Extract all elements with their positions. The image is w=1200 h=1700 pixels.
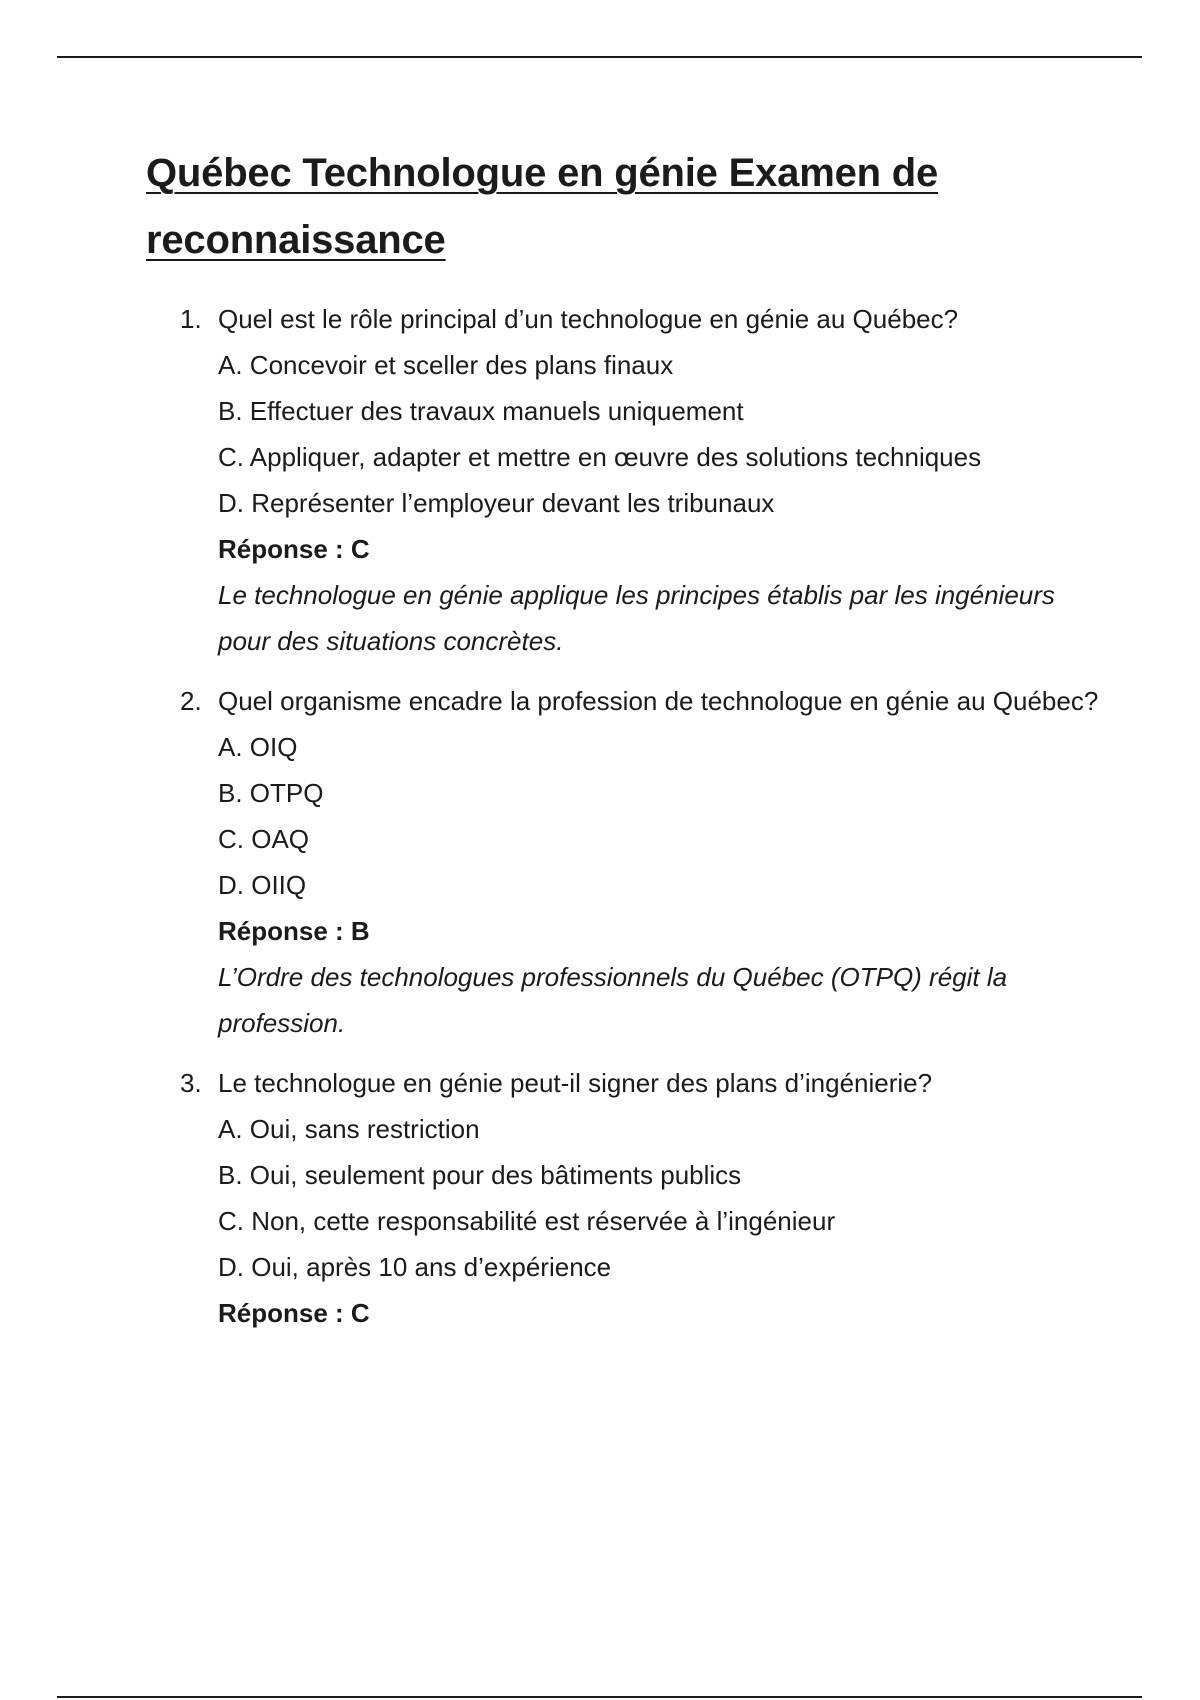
option-c: C. Non, cette responsabilité est réservée à l’ingénieur: [218, 1206, 836, 1236]
option-d: D. Oui, après 10 ans d’expérience: [218, 1252, 612, 1282]
question-list: [146, 296, 1106, 1336]
option-b: B. Effectuer des travaux manuels uniquement: [218, 396, 744, 426]
answer-label: Réponse : B: [218, 916, 370, 946]
top-rule: [57, 56, 1142, 58]
option-c: C. OAQ: [218, 824, 310, 854]
question-text: Quel organisme encadre la profession de technologue en génie au Québec?: [218, 686, 1099, 716]
page-title: [146, 140, 1106, 274]
question-item: [146, 1060, 1106, 1336]
question-text: Le technologue en génie peut-il signer des plans d’ingénierie?: [218, 1068, 933, 1098]
question-item: [146, 296, 1106, 664]
page-title-text: Québec Technologue en génie Examen de reconnaissance: [146, 151, 939, 262]
option-d: D. OIIQ: [218, 870, 307, 900]
option-d: D. Représenter l’employeur devant les tribunaux: [218, 488, 775, 518]
question-item: [146, 678, 1106, 1046]
question-number: 1.: [180, 304, 202, 334]
question-number: 2.: [180, 686, 202, 716]
document-body: [146, 140, 1106, 1350]
question-number: 3.: [180, 1068, 202, 1098]
option-b: B. Oui, seulement pour des bâtiments publics: [218, 1160, 742, 1190]
answer-label: Réponse : C: [218, 1298, 370, 1328]
answer-explanation: Le technologue en génie applique les principes établis par les ingénieurs pour des situations concrètes.: [218, 580, 1055, 656]
option-b: B. OTPQ: [218, 778, 324, 808]
option-c: C. Appliquer, adapter et mettre en œuvre des solutions techniques: [218, 442, 982, 472]
answer-explanation: L’Ordre des technologues professionnels du Québec (OTPQ) régit la profession.: [218, 962, 1008, 1038]
option-a: A. Concevoir et sceller des plans finaux: [218, 350, 674, 380]
option-a: A. Oui, sans restriction: [218, 1114, 480, 1144]
question-text: Quel est le rôle principal d’un technologue en génie au Québec?: [218, 304, 959, 334]
answer-label: Réponse : C: [218, 534, 370, 564]
option-a: A. OIQ: [218, 732, 298, 762]
bottom-rule: [57, 1696, 1142, 1698]
